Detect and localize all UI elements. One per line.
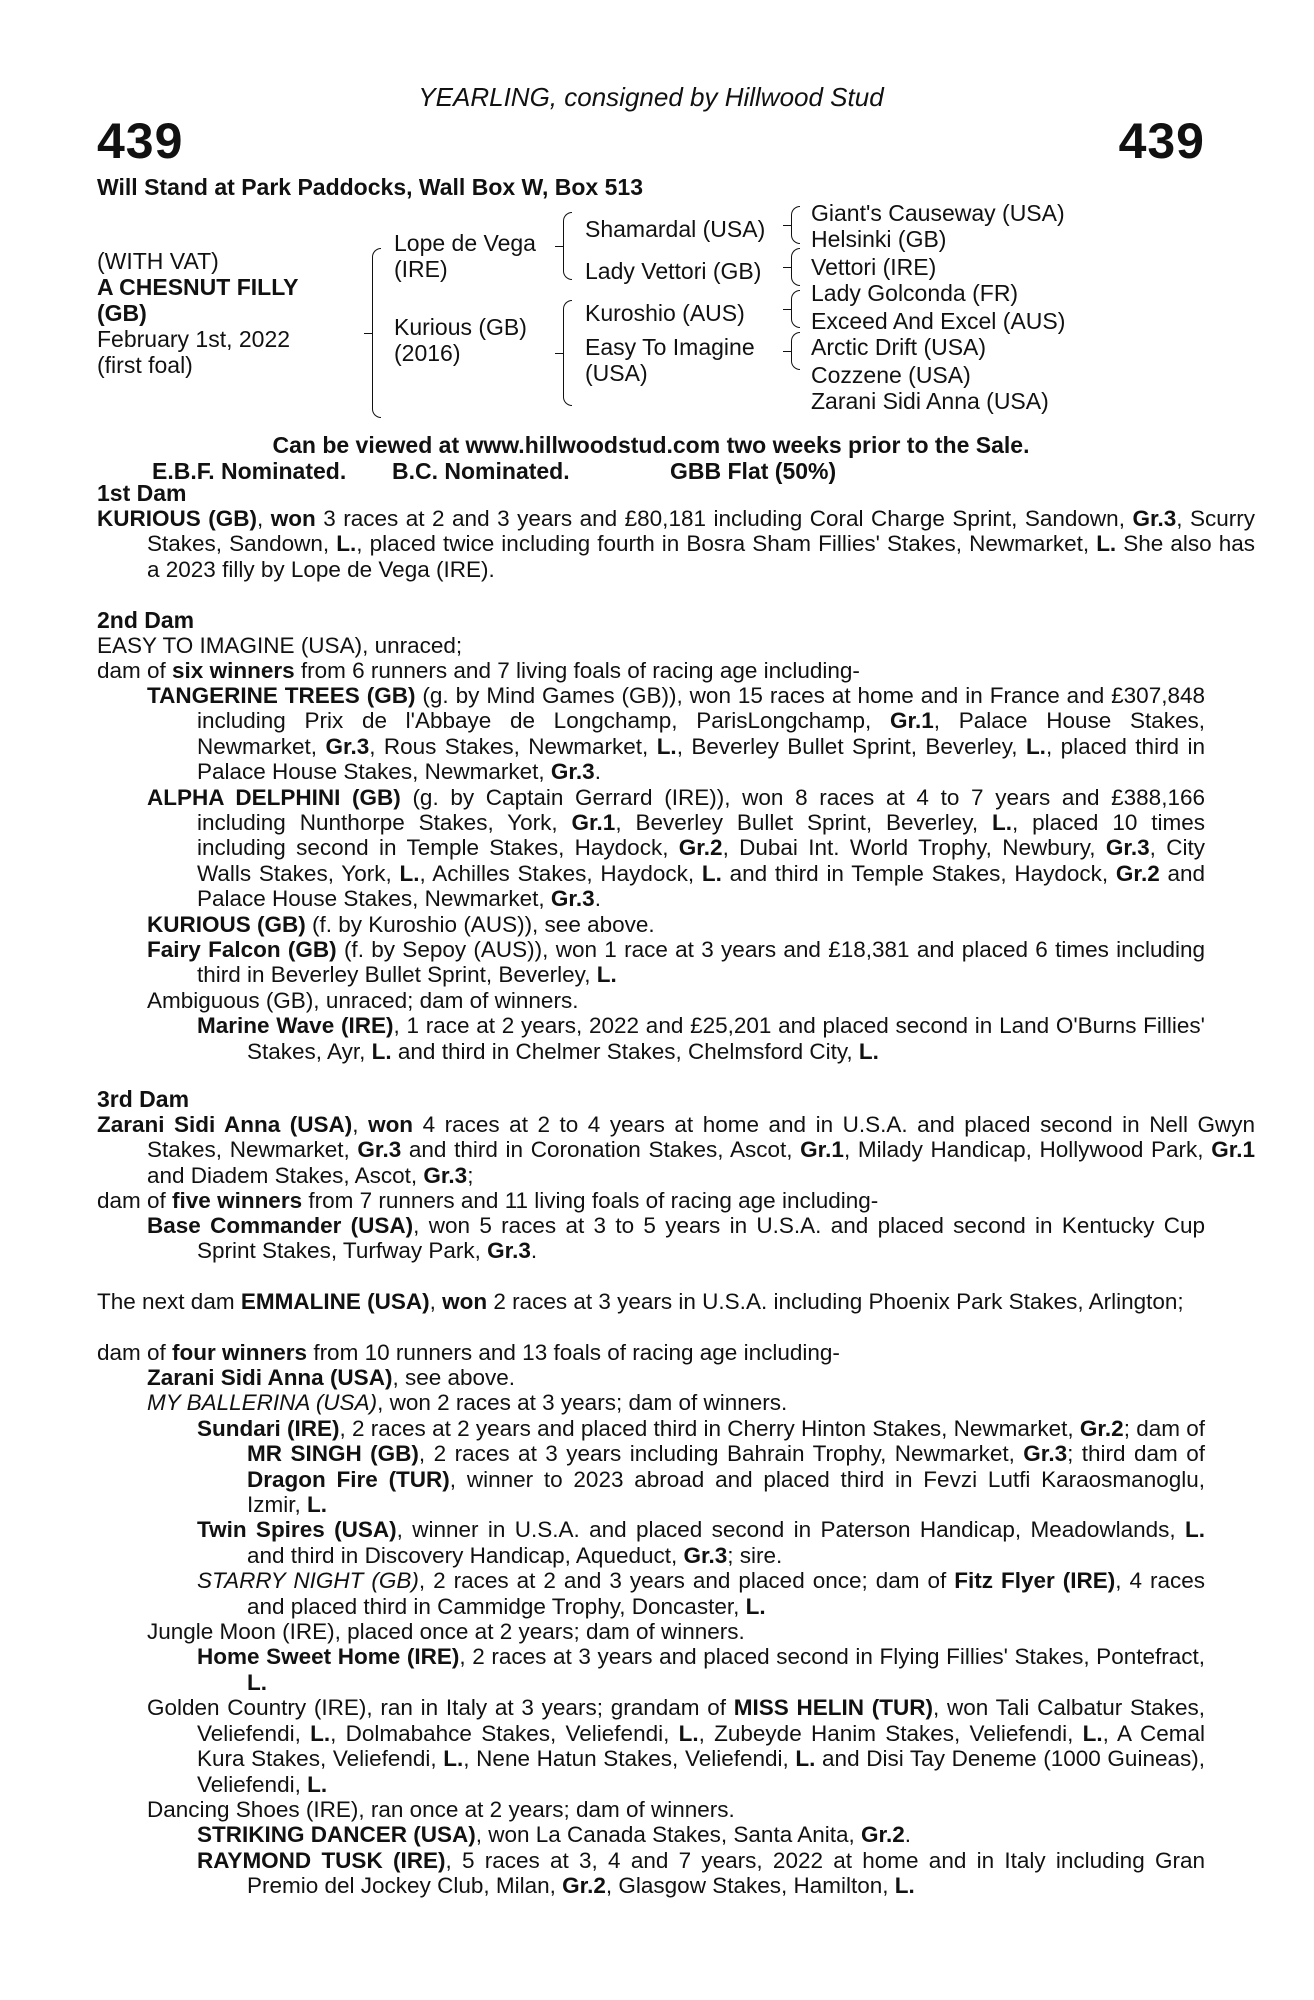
catalogue-page — [97, 0, 1255, 2000]
ped-sd: Lady Vettori (GB) — [585, 258, 762, 284]
text-run: from 7 runners and 11 living foals of racing age including- — [302, 1188, 879, 1213]
winners-count: five winners — [172, 1188, 303, 1213]
won-label: won — [442, 1289, 488, 1314]
brace-dd — [791, 332, 800, 370]
pedigree-table — [97, 200, 1217, 425]
horse-vat: (WITH VAT) — [97, 248, 219, 274]
won-label: won — [368, 1112, 414, 1137]
next-dam-name: EMMALINE (USA) — [240, 1289, 430, 1314]
lot-number-left: 439 — [97, 113, 184, 169]
brace-gen1 — [372, 248, 381, 418]
lot-number-right: 439 — [1118, 113, 1205, 169]
second-dam-progeny: TANGERINE TREES (GB) (g. by Mind Games (GB)), won 15 races at home and in France and £307,848 including Prix de l'Abbaye de Longchamp, ParisLongchamp, Gr.1, Palace House Stakes, Newmarket, Gr.3, Rous Stakes, Newmarket, L., Beverley Bullet Sprint, Beverley, L., placed third in Palace House Stakes, Newmarket, Gr.3. ALPHA DELPHINI (GB) (g. by Captain Gerrard (IRE)), won 8 races at 4 to 7 years and £388,166 including Nunthorpe Stakes, York, Gr.1, Beverley Bullet Sprint, Beverley, L., placed 10 times including second in Temple Stakes, Haydock, Gr.2, Dubai Int. World Trophy, Newbury, Gr.3, City Walls Stakes, York, L., Achilles Stakes, Haydock, L. and third in Temple Stakes, Haydock, Gr.2 and Palace House Stakes, Newmarket, Gr.3. KURIOUS (GB) (f. by Kuroshio (AUS)), see above. Fairy Falcon (GB) (f. by Sepoy (AUS)), won 1 race at 3 years and £18,381 and placed 6 times including third in Beverley Bullet Sprint, Beverley, L. Ambiguous (GB), unraced; dam of winners. Marine Wave (IRE), 1 race at 2 years, 2022 and £25,201 and placed second in Land O'Burns Fillies' Stakes, Ayr, L. and third in Chelmer Stakes, Chelmsford City, L. — [147, 683, 1206, 1064]
ped-ssd: Helsinki (GB) — [811, 226, 947, 252]
third-dam-damof — [97, 1188, 1205, 1213]
ped-sds: Vettori (IRE) — [811, 254, 937, 280]
next-dam-progeny: Zarani Sidi Anna (USA), see above. MY BALLERINA (USA), won 2 races at 3 years; dam of winners. Sundari (IRE), 2 races at 2 years and placed third in Cherry Hinton Stakes, Newmarket, Gr.2; dam of MR SINGH (GB), 2 races at 3 years including Bahrain Trophy, Newmarket, Gr.3; third dam of Dragon Fire (TUR), winner to 2023 abroad and placed third in Fevzi Lutfi Karaosmanoglu, Izmir, L. Twin Spires (USA), winner in U.S.A. and placed second in Paterson Handicap, Meadowlands, L. and third in Discovery Handicap, Aqueduct, Gr.3; sire. STARRY NIGHT (GB), 2 races at 2 and 3 years and placed once; dam of Fitz Flyer (IRE), 4 races and placed third in Cammidge Trophy, Doncaster, L. Jungle Moon (IRE), placed once at 2 years; dam of winners. Home Sweet Home (IRE), 2 races at 3 years and placed second in Flying Fillies' Stakes, Pontefract, L. Golden Country (IRE), ran in Italy at 3 years; grandam of MISS HELIN (TUR), won Tali Calbatur Stakes, Veliefendi, L., Dolmabahce Stakes, Veliefendi, L., Zubeyde Hanim Stakes, Veliefendi, L., A Cemal Kura Stakes, Veliefendi, L., Nene Hatun Stakes, Veliefendi, L. and Disi Tay Deneme (1000 Guineas), Veliefendi, L. Dancing Shoes (IRE), ran once at 2 years; dam of winners. STRIKING DANCER (USA), won La Canada Stakes, Santa Anita, Gr.2. RAYMOND TUSK (IRE), 5 races at 3, 4 and 7 years, 2022 at home and in Italy including Gran Premio del Jockey Club, Milan, Gr.2, Glasgow Stakes, Hamilton, L. — [147, 1365, 1206, 1899]
text-run: 3 races at 2 and 3 years and £80,181 including Coral Charge Sprint, Sandown, — [315, 506, 1133, 531]
brace-sd — [791, 248, 800, 286]
ped-dsd: Arctic Drift (USA) — [811, 334, 987, 360]
ped-dss: Exceed And Excel (AUS) — [811, 308, 1066, 334]
text-run: dam of — [97, 1188, 173, 1213]
second-dam-damof — [97, 658, 1205, 683]
ebf-nomination: E.B.F. Nominated. — [152, 458, 347, 484]
third-dam-heading: 3rd Dam — [97, 1086, 190, 1112]
winners-count: six winners — [172, 658, 295, 683]
sire-country: (IRE) — [394, 256, 448, 282]
ped-ss: Shamardal (USA) — [585, 216, 766, 242]
text-run: dam of — [97, 658, 173, 683]
third-dam-name: Zarani Sidi Anna (USA) — [97, 1112, 353, 1137]
ped-sss: Giant's Causeway (USA) — [811, 200, 1065, 226]
text-run: She also has a 2023 filly by Lope de Vega (IRE). — [147, 531, 1255, 582]
third-dam-text: Zarani Sidi Anna (USA), won 4 races at 2 to 4 years at home and in U.S.A. and placed second in Nell Gwyn Stakes, Newmarket, Gr.3 and third in Coronation Stakes, Ascot, Gr.1, Milady Handicap, Hollywood Park, Gr.1 and Diadem Stakes, Ascot, Gr.3; — [97, 1112, 1255, 1188]
next-dam-text: The next dam EMMALINE (USA), won 2 races at 3 years in U.S.A. including Phoenix Park Stakes, Arlington; — [97, 1289, 1184, 1314]
stand-location: Will Stand at Park Paddocks, Wall Box W, Box 513 — [97, 174, 643, 200]
gbb-nomination: GBB Flat (50%) — [670, 458, 837, 484]
grade-label: Gr.3 — [1132, 506, 1177, 531]
dam-name: Kurious (GB) — [394, 314, 527, 340]
ped-dds: Cozzene (USA) — [811, 362, 971, 388]
ped-sdd: Lady Golconda (FR) — [811, 280, 1019, 306]
second-dam-line: EASY TO IMAGINE (USA), unraced; — [97, 633, 463, 658]
dam-year: (2016) — [394, 340, 461, 366]
second-dam-heading: 2nd Dam — [97, 607, 195, 633]
first-dam-name: KURIOUS (GB) — [97, 506, 257, 531]
listed-label: L. — [1096, 531, 1117, 557]
viewing-note: Can be viewed at www.hillwoodstud.com two weeks prior to the Sale. — [272, 432, 1030, 458]
winners-count: four winners — [172, 1340, 308, 1365]
text-run: from 6 runners and 7 living foals of racing age including- — [294, 658, 860, 683]
brace-ds — [791, 290, 800, 328]
horse-foal: (first foal) — [97, 352, 193, 378]
first-dam-text: KURIOUS (GB), won 3 races at 2 and 3 years and £80,181 including Coral Charge Sprint, Sandown, Gr.3, Scurry Stakes, Sandown, L., placed twice including fourth in Bosra Sham Fillies' Stakes, Newmarket, L. She also has a 2023 filly by Lope de Vega (IRE). — [97, 506, 1255, 582]
text-run: , placed twice including fourth in Bosra Sham Fillies' Stakes, Newmarket, — [356, 531, 1097, 557]
brace-dam — [563, 300, 572, 406]
page-header: YEARLING, consigned by Hillwood Stud — [418, 82, 884, 112]
horse-name-2: (GB) — [97, 300, 147, 326]
text-run: , Scurry Stakes, Sandown, — [147, 506, 1255, 557]
text-run: The next dam — [97, 1289, 241, 1314]
brace-sire — [563, 212, 572, 280]
ped-dd1: Easy To Imagine — [585, 334, 755, 360]
text-run: from 10 runners and 13 foals of racing age including- — [307, 1340, 840, 1365]
next-dam-damof — [97, 1340, 1205, 1365]
won-label: won — [270, 506, 316, 531]
ped-ds: Kuroshio (AUS) — [585, 300, 745, 326]
text-run: dam of — [97, 1340, 173, 1365]
brace-ss — [791, 206, 800, 244]
bc-nomination: B.C. Nominated. — [392, 458, 570, 484]
horse-dob: February 1st, 2022 — [97, 326, 291, 352]
third-dam-progeny: Base Commander (USA), won 5 races at 3 to 5 years in U.S.A. and placed second in Kentucky Cup Sprint Stakes, Turfway Park, Gr.3. — [147, 1213, 1205, 1264]
ped-ddd: Zarani Sidi Anna (USA) — [811, 388, 1049, 414]
first-dam-heading: 1st Dam — [97, 480, 187, 506]
ped-dd2: (USA) — [585, 360, 648, 386]
sire-name: Lope de Vega — [394, 230, 536, 256]
horse-name-1: A CHESNUT FILLY — [97, 274, 299, 300]
listed-label: L. — [336, 531, 357, 557]
